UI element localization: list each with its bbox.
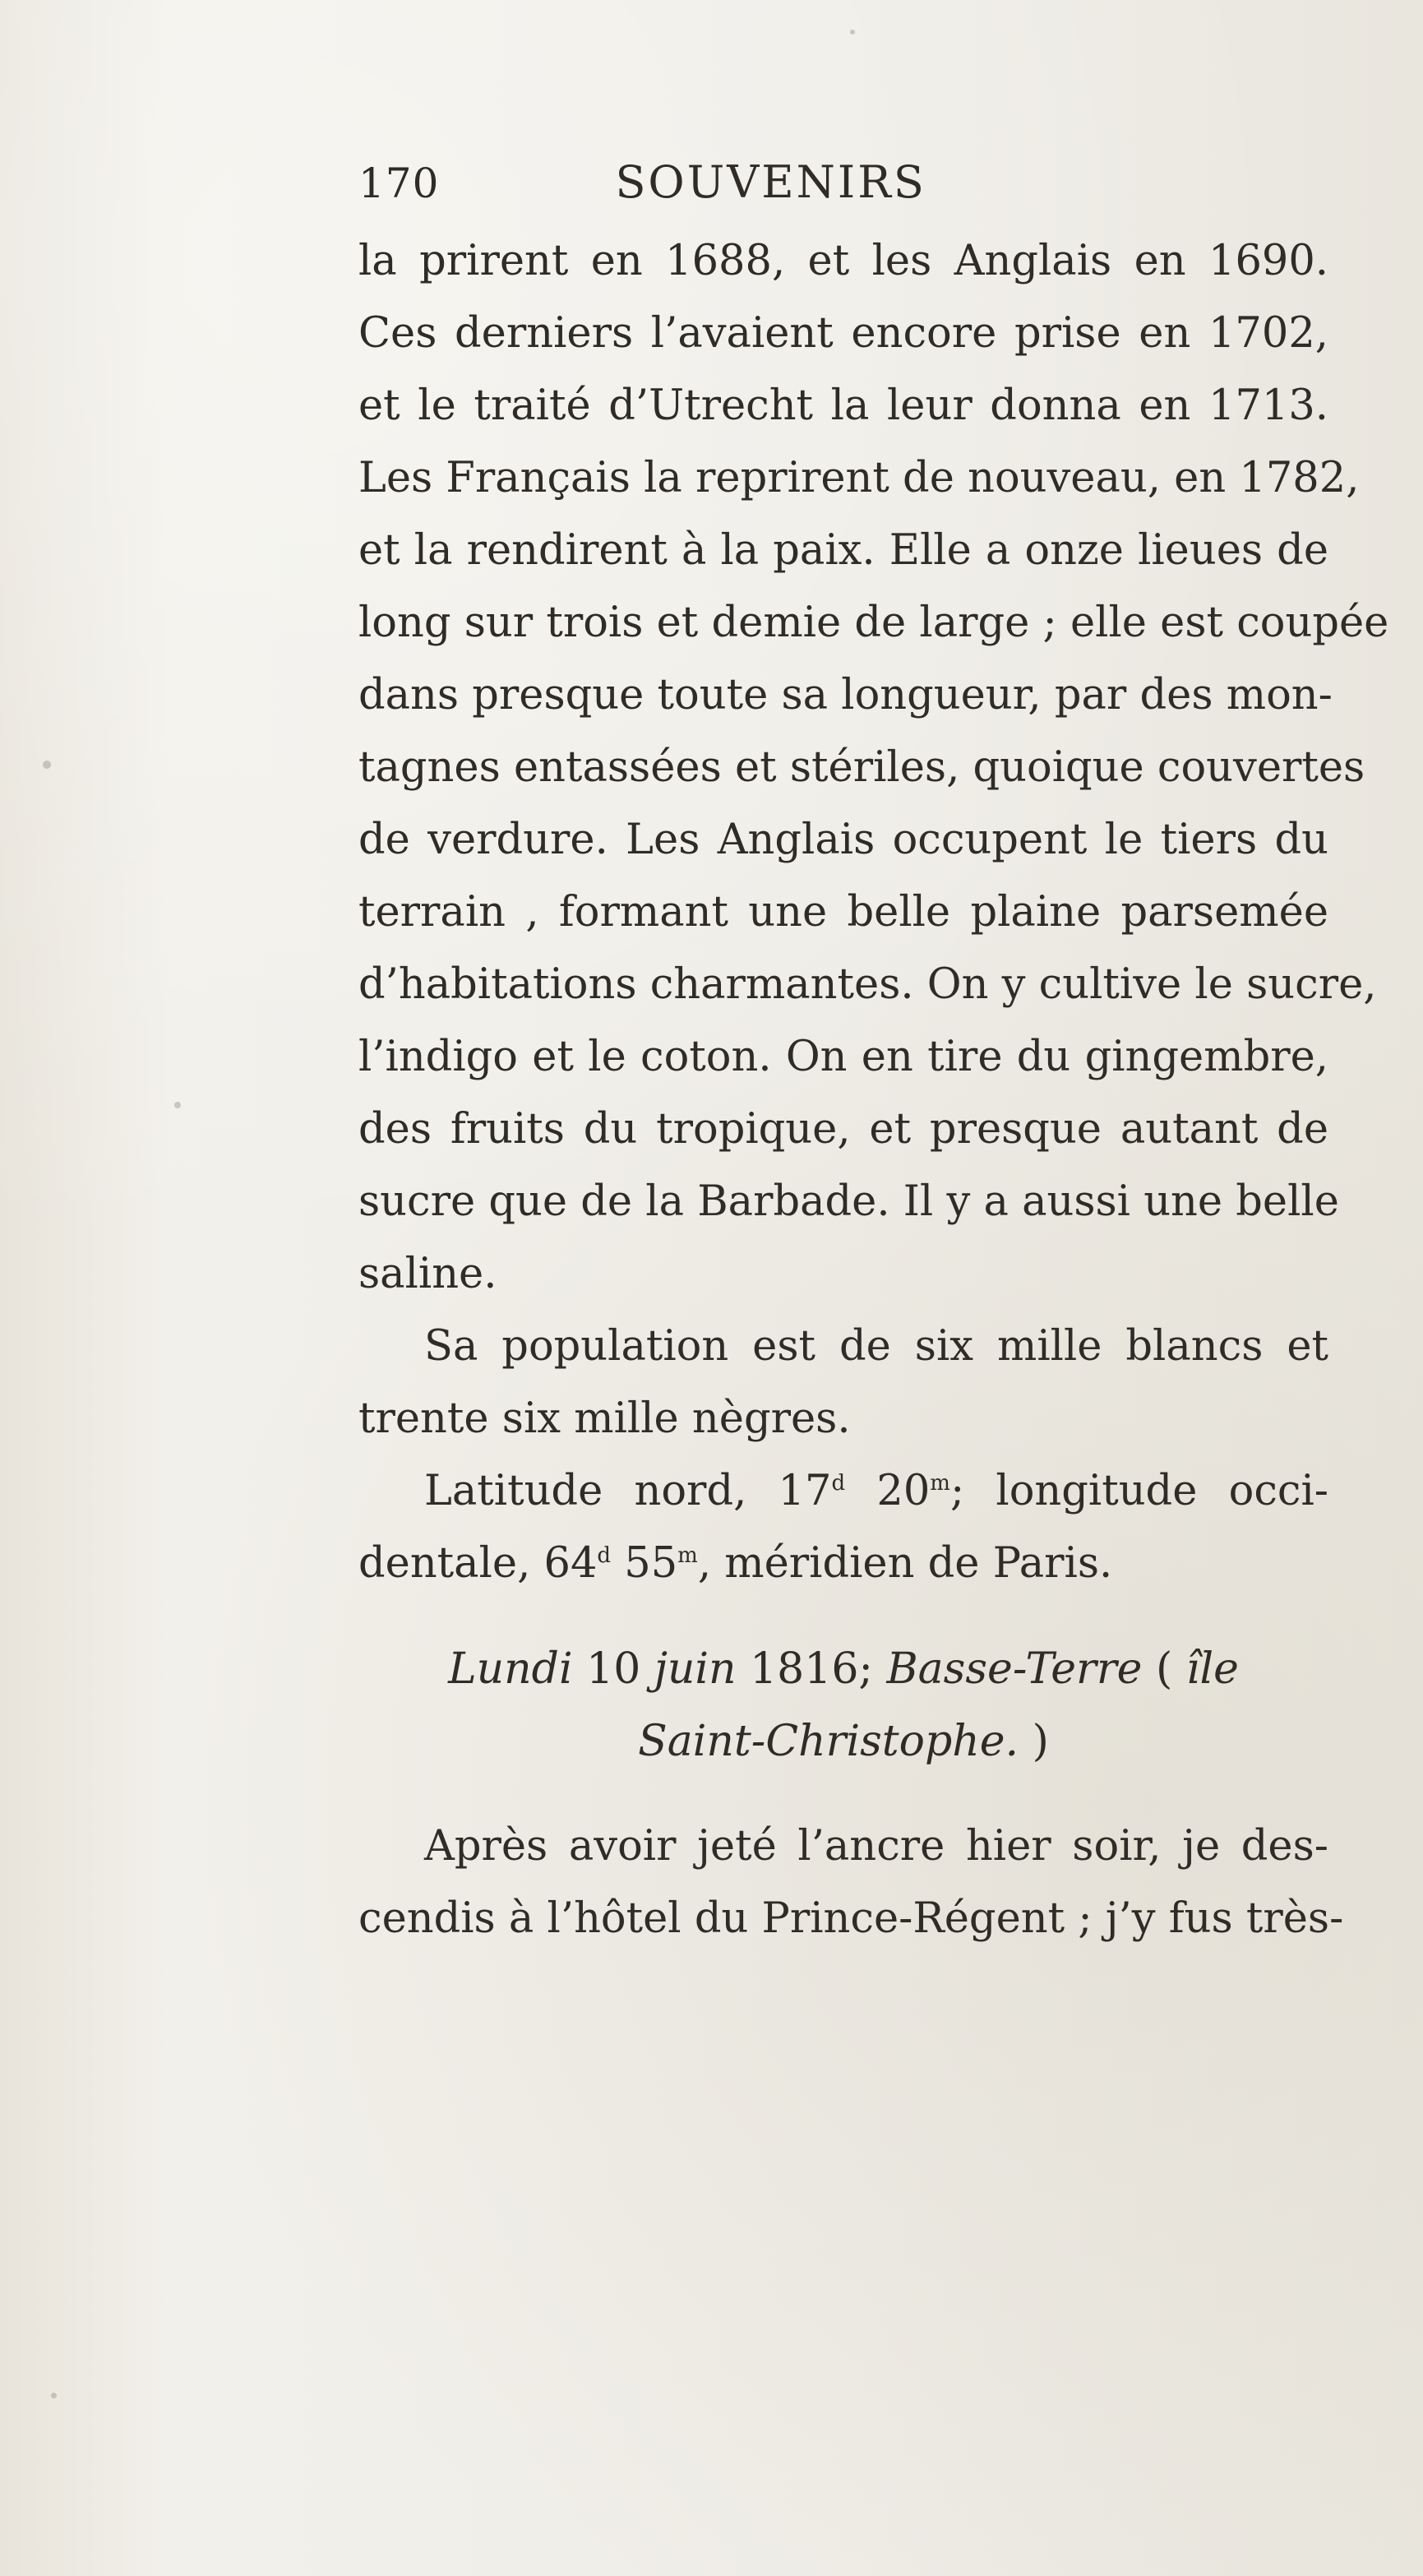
heading-line xyxy=(358,1705,1328,1778)
heading-fragment: ) xyxy=(1019,1717,1049,1766)
text-line: tagnes entassées et stériles, quoique couvertes xyxy=(358,743,1365,792)
text-line xyxy=(358,1528,1328,1600)
heading-fragment: 10 xyxy=(572,1644,654,1694)
text-block xyxy=(358,156,1389,1955)
text-line: d’habitations charmantes. On y cultive le sucre, xyxy=(358,960,1377,1009)
text-fragment: 20 xyxy=(845,1467,931,1515)
text-line: saline. xyxy=(358,1250,497,1298)
text-fragment: , méridien de Paris. xyxy=(697,1539,1113,1588)
heading-fragment: Basse-Terre xyxy=(886,1644,1143,1694)
ink-speck xyxy=(43,761,51,769)
text-fragment: 55 xyxy=(611,1539,678,1588)
heading-fragment: ( xyxy=(1142,1644,1186,1694)
paragraph-2 xyxy=(358,1311,1328,1455)
ink-speck xyxy=(51,2393,57,2398)
heading-fragment: 1816; xyxy=(736,1644,887,1694)
minute-superscript: m xyxy=(930,1471,950,1496)
text-line: long sur trois et demie de large ; elle est coupée xyxy=(358,599,1389,647)
paragraph-1 xyxy=(358,225,1389,1311)
heading-fragment: juin xyxy=(654,1644,737,1694)
heading-fragment: Lundi xyxy=(448,1644,573,1694)
text-fragment: Latitude nord, 17 xyxy=(424,1467,832,1515)
paragraph-4 xyxy=(358,1811,1344,1955)
section-gap xyxy=(358,1778,1328,1811)
text-line: Sa population est de six mille blancs et xyxy=(424,1322,1328,1371)
section-heading xyxy=(358,1633,1328,1778)
text-line: dans presque toute sa longueur, par des mon- xyxy=(358,671,1333,719)
text-line: Ces derniers l’avaient encore prise en 1702, xyxy=(358,309,1328,358)
text-line: Après avoir jeté l’ancre hier soir, je des- xyxy=(424,1822,1328,1871)
paragraph-3 xyxy=(358,1455,1328,1600)
minute-superscript: m xyxy=(677,1543,698,1568)
text-fragment: dentale, 64 xyxy=(358,1539,598,1588)
ink-speck xyxy=(174,1102,181,1108)
text-line xyxy=(358,1455,1328,1528)
text-line: terrain , formant une belle plaine parsemée xyxy=(358,888,1328,937)
text-line: sucre que de la Barbade. Il y a aussi une belle xyxy=(358,1177,1339,1226)
degree-superscript: d xyxy=(831,1471,846,1496)
text-line: et le traité d’Utrecht la leur donna en 1713. xyxy=(358,382,1328,430)
section-gap xyxy=(358,1600,1328,1633)
heading-fragment: Saint-Christophe. xyxy=(638,1717,1019,1766)
degree-superscript: d xyxy=(597,1543,612,1568)
ink-speck xyxy=(850,30,855,35)
text-line: de verdure. Les Anglais occupent le tiers du xyxy=(358,816,1328,864)
text-line: cendis à l’hôtel du Prince-Régent ; j’y fus très- xyxy=(358,1894,1344,1943)
text-line: l’indigo et le coton. On en tire du gingembre, xyxy=(358,1033,1328,1081)
text-line: et la rendirent à la paix. Elle a onze lieues de xyxy=(358,526,1328,575)
text-line: trente six mille nègres. xyxy=(358,1394,851,1443)
text-line: Les Français la reprirent de nouveau, en 1782, xyxy=(358,454,1360,502)
heading-line xyxy=(358,1633,1328,1705)
page-number: 170 xyxy=(358,160,440,207)
heading-fragment: île xyxy=(1185,1644,1239,1694)
page-header xyxy=(358,156,1328,225)
running-head: SOUVENIRS xyxy=(615,156,926,208)
text-line: des fruits du tropique, et presque autant de xyxy=(358,1105,1328,1154)
text-fragment: ; longitude occi- xyxy=(949,1467,1329,1515)
text-line: la prirent en 1688, et les Anglais en 1690. xyxy=(358,237,1328,285)
